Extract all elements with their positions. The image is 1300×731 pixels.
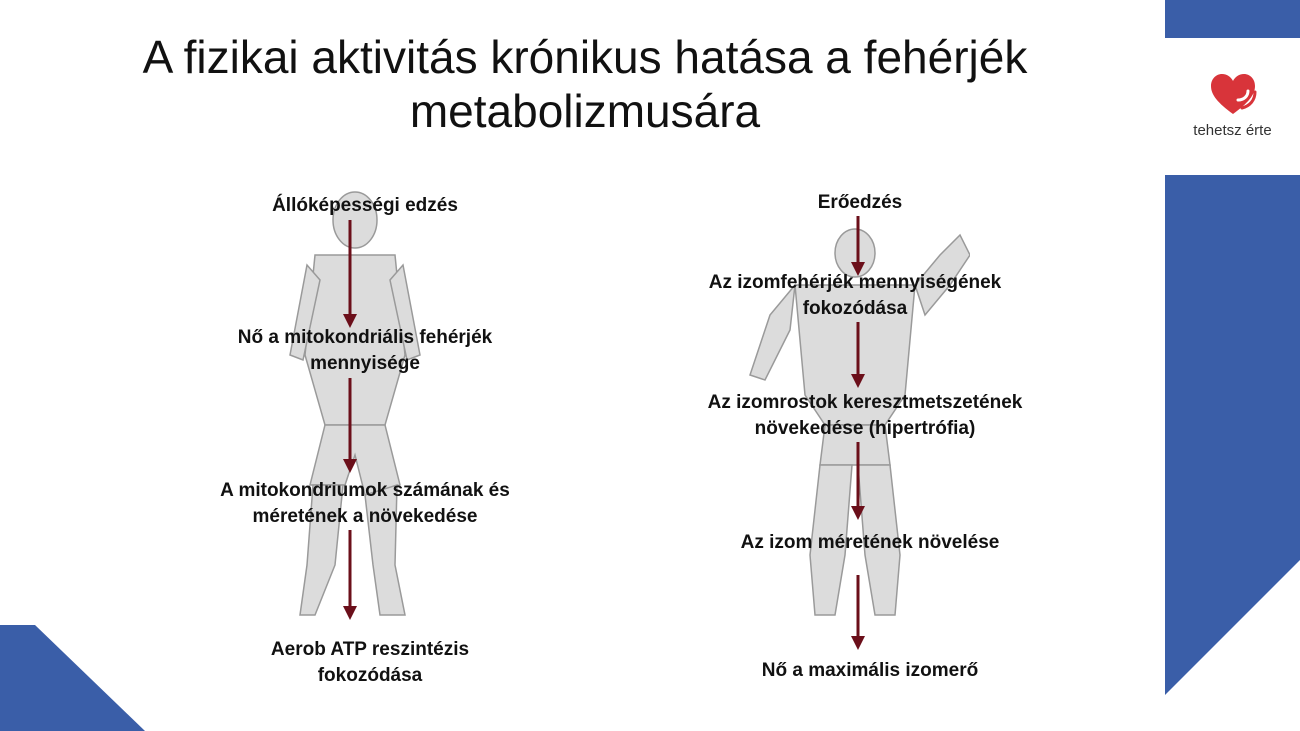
- title-line-2: metabolizmusára: [409, 85, 761, 137]
- bottom-left-accent-shape: [0, 625, 145, 731]
- left-arrow-2: [343, 378, 357, 473]
- heart-logo-icon: [1208, 70, 1258, 120]
- left-step-2: A mitokondriumok számának és méretének a növekedése: [220, 480, 510, 527]
- logo-text: tehetsz érte: [1193, 122, 1272, 139]
- right-arrow-2: [851, 322, 865, 388]
- right-accent-shape: [1165, 175, 1300, 695]
- right-step-3: Az izom méretének növelése: [740, 532, 1000, 553]
- right-step-4: Nő a maximális izomerő: [761, 660, 979, 681]
- title-line-1: A fizikai aktivitás krónikus hatása a fehérjék: [142, 31, 1028, 83]
- brand-logo: [1170, 70, 1295, 150]
- right-arrow-4: [851, 575, 865, 650]
- left-arrow-1: [343, 220, 357, 328]
- right-arrow-1: [851, 216, 865, 276]
- left-step-1: Nő a mitokondriális fehérjék mennyisége: [237, 327, 493, 374]
- right-arrow-3: [851, 442, 865, 520]
- top-right-accent-bar: [1165, 0, 1300, 38]
- left-column-heading: Állóképességi edzés: [272, 195, 458, 216]
- right-column-heading: Erőedzés: [817, 192, 903, 213]
- right-step-1: Az izomfehérjék mennyiségének fokozódása: [708, 272, 1002, 319]
- left-step-3: Aerob ATP reszintézis fokozódása: [270, 639, 470, 686]
- page-title: [40, 30, 1130, 138]
- left-arrow-3: [343, 530, 357, 620]
- right-step-2: Az izomrostok keresztmetszetének növekedése (hipertrófia): [707, 392, 1023, 439]
